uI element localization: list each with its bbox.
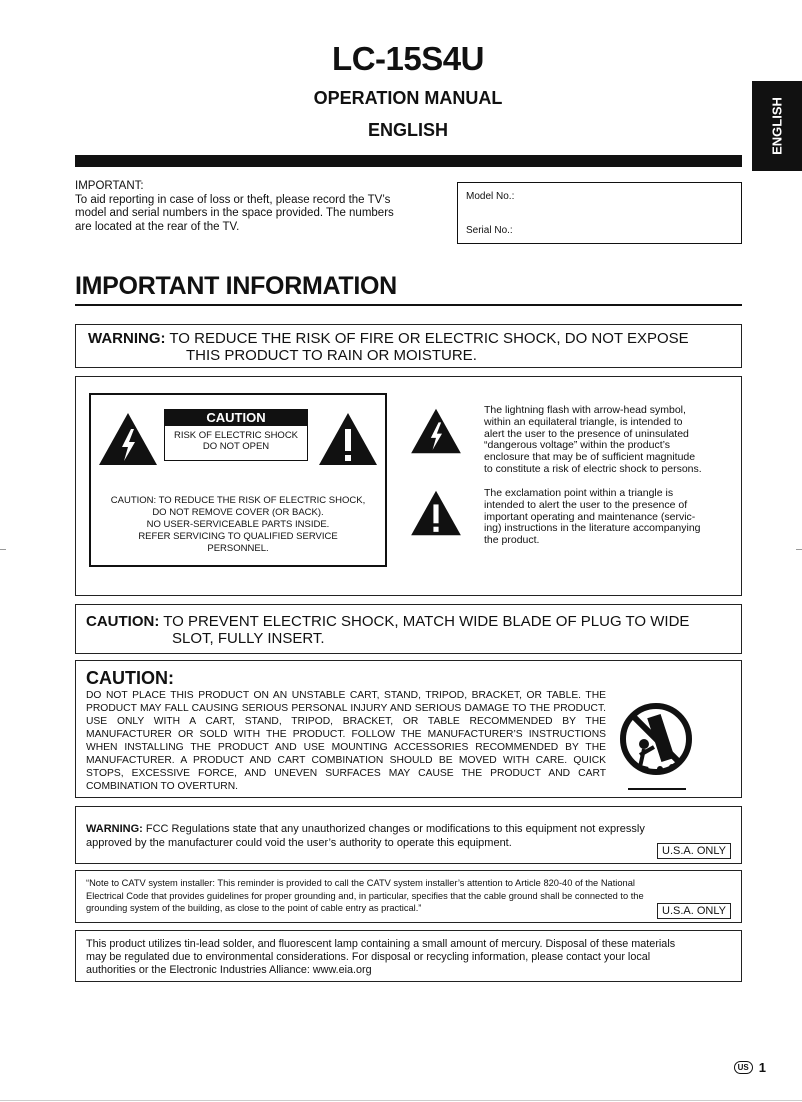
cart-caution-heading: CAUTION: (86, 668, 174, 688)
plug-caution-line2: SLOT, FULLY INSERT. (172, 630, 325, 647)
caution-sticker-line2: DO NOT OPEN (202, 441, 270, 452)
exclamation-explanation (484, 488, 701, 547)
catv-note-box (75, 870, 742, 923)
important-text: To aid reporting in case of loss or theft, please record the TV’s model and serial numbers in the space provided. The numbers are located at the rear of the TV. (75, 193, 394, 233)
caution-service-text (91, 495, 385, 555)
caution-service-line: NO USER-SERVICEABLE PARTS INSIDE. (146, 519, 330, 530)
plug-caution-line1 (86, 613, 689, 630)
exclamation-explanation-line: important operating and maintenance (servic- (484, 510, 696, 523)
model-number-label: Model No.: (466, 191, 515, 202)
fcc-warning-text (86, 823, 645, 850)
language-tab-label: ENGLISH (769, 97, 785, 155)
caution-sticker (164, 409, 308, 461)
safety-symbols-box (75, 376, 742, 596)
page-edge-line (0, 1100, 802, 1101)
lightning-explanation-line: enclosure that may be of sufficient magnitude (484, 451, 696, 464)
plug-caution-box (75, 604, 742, 654)
crop-mark-right (796, 549, 802, 550)
record-box (457, 182, 742, 244)
cart-caution-text: DO NOT PLACE THIS PRODUCT ON AN UNSTABLE CART, STAND, TRIPOD, BRACKET, OR TABLE. THE PRODUCT MAY FALL CAUSING SERIOUS PERSONAL INJURY AND SERIOUS DAMAGE TO THE PRODUCT. USE ONLY WITH A CART, STAND, TRIPOD, BRACKET, OR TABLE RECOMMENDED BY THE MANUFACTURER OR SOLD WITH THE PRODUCT. FOLLOW THE MANUFACTURER’S INSTRUCTIONS WHEN INSTALLING THE PRODUCT AND USE MOUNTING ACCESSORIES RECOMMENDED BY THE MANUFACTURER. A PRODUCT AND CART COMBINATION SHOULD BE MOVED WITH CARE. QUICK STOPS, EXCESSIVE FORCE, AND UNEVEN SURFACES MAY CAUSE THE PRODUCT AND CART COMBINATION TO OVERTURN. (86, 690, 606, 792)
model-title: LC-15S4U (332, 40, 484, 77)
mercury-note-line3: authorities or the Electronic Industries Alliance: www.eia.org (86, 964, 372, 976)
fcc-warning-line2: approved by the manufacturer could void the user’s authority to operate this equipment. (86, 836, 512, 849)
lightning-explanation-line: “dangerous voltage” within the product’s (484, 439, 671, 452)
lightning-explanation-line: to constitute a risk of electric shock to persons. (484, 462, 702, 475)
mercury-note-line1: This product utilizes tin-lead solder, and fluorescent lamp containing a small amount of mercury. Disposal of these materials (86, 938, 676, 950)
cart-tipover-icon (620, 689, 692, 795)
important-heading: IMPORTANT: (75, 180, 144, 192)
mercury-note-text (86, 938, 675, 977)
page-number: 1 (758, 1060, 766, 1075)
rain-warning-label: WARNING: (88, 330, 166, 347)
rain-warning-text1: TO REDUCE THE RISK OF FIRE OR ELECTRIC SHOCK, DO NOT EXPOSE (169, 330, 689, 347)
exclamation-explanation-line: the product. (484, 534, 540, 547)
fcc-warning-label: WARNING: (86, 823, 143, 835)
fcc-warning-box (75, 806, 742, 864)
rain-warning-line2: THIS PRODUCT TO RAIN OR MOISTURE. (186, 347, 477, 364)
cart-caution-box (75, 660, 742, 798)
plug-caution-text1: TO PREVENT ELECTRIC SHOCK, MATCH WIDE BLADE OF PLUG TO WIDE (163, 613, 690, 630)
lightning-triangle-icon (97, 411, 159, 467)
caution-sticker-line1: RISK OF ELECTRIC SHOCK (173, 430, 299, 441)
lightning-explanation-line: The lightning flash with arrow-head symbol, (484, 404, 686, 416)
serial-number-label: Serial No.: (466, 225, 513, 236)
catv-note-line1: “Note to CATV system installer: This reminder is provided to call the CATV system installer’s attention to Article 820-40 of the National (86, 878, 635, 888)
mercury-note-line2: may be regulated due to environmental considerations. For disposal or recycling information, please contact your local (86, 951, 651, 963)
exclamation-explanation-line: intended to alert the user to the presence of (484, 498, 688, 511)
section-title: IMPORTANT INFORMATION (75, 272, 397, 300)
lightning-explanation-line: within an equilateral triangle, is intended to (484, 415, 683, 428)
region-badge: US (734, 1061, 753, 1074)
lightning-symbol-icon (409, 407, 463, 455)
mercury-note-box (75, 930, 742, 982)
page-footer (734, 1060, 766, 1075)
caution-service-line: REFER SERVICING TO QUALIFIED SERVICE (138, 531, 338, 542)
fcc-warning-line1: FCC Regulations state that any unauthorized changes or modifications to this equipment not expressly (145, 823, 645, 835)
rain-warning-line1 (88, 330, 689, 347)
exclamation-explanation-line: ing) instructions in the literature accompanying (484, 522, 701, 535)
rain-warning-box (75, 324, 742, 368)
header-divider (75, 155, 742, 167)
catv-note-text (86, 877, 644, 915)
language-heading: ENGLISH (367, 120, 448, 140)
exclamation-explanation-line: The exclamation point within a triangle is (484, 487, 674, 499)
plug-caution-label: CAUTION: (86, 613, 160, 630)
section-divider (75, 304, 742, 306)
caution-service-line: PERSONNEL. (207, 543, 269, 554)
lightning-explanation-line: alert the user to the presence of uninsulated (484, 427, 689, 440)
usa-only-badge: U.S.A. ONLY (657, 903, 731, 919)
exclamation-triangle-icon (317, 411, 379, 467)
caution-label-panel (89, 393, 387, 567)
catv-note-line3: grounding system of the building, as close to the point of cable entry as practical.” (86, 903, 422, 913)
caution-service-line: CAUTION: TO REDUCE THE RISK OF ELECTRIC SHOCK, (110, 495, 366, 506)
important-note (75, 180, 405, 234)
crop-mark-left (0, 549, 6, 550)
caution-service-line: DO NOT REMOVE COVER (OR BACK). (152, 507, 324, 518)
usa-only-badge: U.S.A. ONLY (657, 843, 731, 859)
manual-subtitle: OPERATION MANUAL (313, 88, 503, 108)
lightning-explanation (484, 405, 702, 476)
caution-sticker-title: CAUTION (165, 410, 307, 426)
language-tab (752, 81, 802, 171)
catv-note-line2: Electrical Code that provides guidelines for proper grounding and, in particular, specifies that the cable ground shall be connected to the (86, 890, 644, 901)
exclamation-symbol-icon (409, 489, 463, 537)
